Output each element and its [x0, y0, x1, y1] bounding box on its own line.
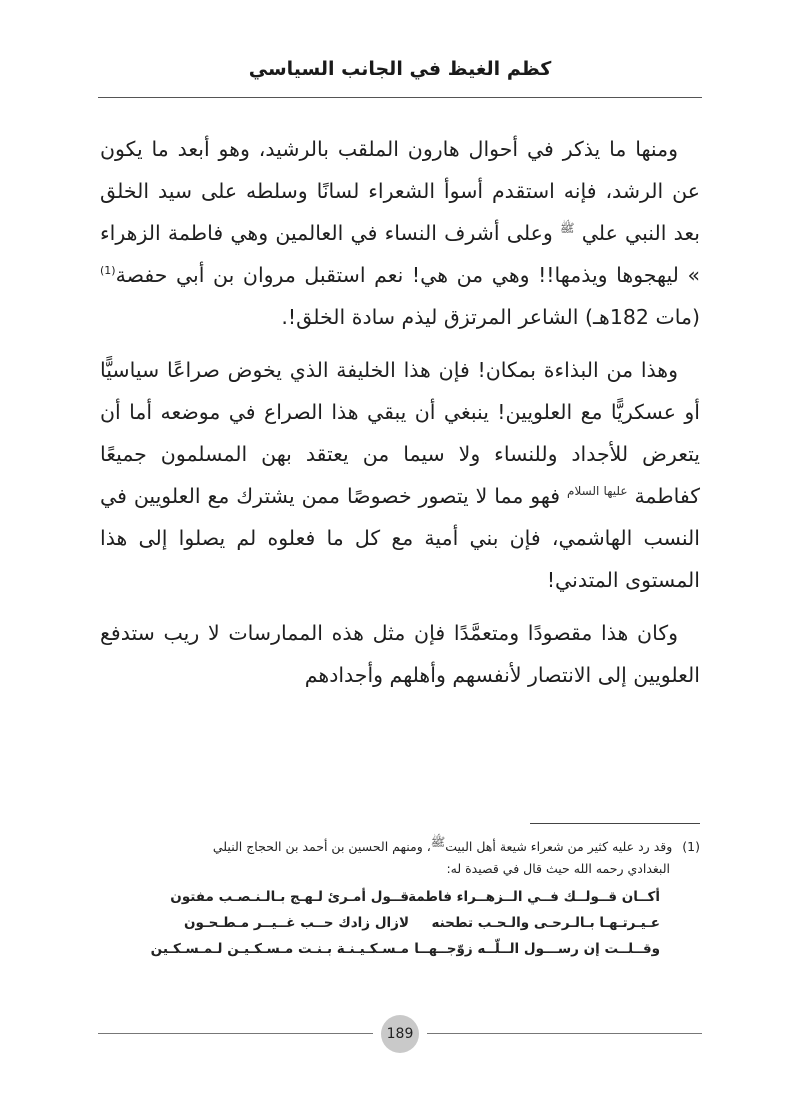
verse-row [100, 936, 660, 962]
honorific-glyph: عليها السلام [567, 484, 628, 499]
verse-second-hemistich: مـسـكـيـنـة بـنـت مـسـكـيـن لـمـسـكـين [150, 941, 409, 957]
verse-second-hemistich: قــول أمـرئ لـهـج بـالـنـصـب مفتون [170, 889, 409, 905]
verse-first-hemistich: عـيـرتـهـا بـالـرحـى والـحـب تطحنه [431, 915, 660, 931]
paragraph-1 [100, 128, 700, 338]
paragraph-1-part-b: وعلى أشرف النساء في العالمين وهي فاطمة الزهراء » ليهجوها ويذمها!! وهي من هي! نعم استقبل مروان بن أبي حفصة [100, 221, 700, 287]
paragraph-2 [100, 349, 700, 601]
paragraph-2-part-b: فهو مما لا يتصور خصوصًا ممن يشترك مع العلويين في النسب الهاشمي، فإن بني أمية مع كل ما فعلوه لم يصلوا إلى هذا المستوى المتدني! [100, 484, 700, 592]
verse-second-hemistich: لازال زادك حــب غــيــر مـطـحـون [184, 915, 409, 931]
verse-row [100, 910, 660, 936]
footnote-divider [530, 823, 700, 824]
paragraph-2-part-a: وهذا من البذاءة بمكان! فإن هذا الخليفة الذي يخوض صراعًا سياسيًّا أو عسكريًّا مع العلويين! ينبغي أن يبقي هذا الصراع في موضعه أما أن يتعرض للأجداد وللنساء ولا سيما من يعتقد بهن المسلمون جميعًا كفاطمة [100, 358, 700, 508]
footer-divider-left [98, 1033, 373, 1034]
footnote-line-2: البغدادي رحمه الله حيث قال في قصيدة له: [446, 861, 670, 876]
page-number: 189 [386, 1026, 414, 1042]
paragraph-1-part-a: ومنها ما يذكر في أحوال هارون الملقب بالرشيد، وهو أبعد ما يكون عن الرشد، فإنه استقدم أسوأ الشعراء لسانًا وسلطه على سيد الخلق بعد النبي علي [100, 137, 700, 245]
page-header-title: كظم الغيظ في الجانب السياسي [248, 58, 552, 80]
footnote-line-1 [100, 836, 700, 858]
footnote-honorific-glyph: ﷺ [430, 834, 446, 849]
footer-divider-right [427, 1033, 702, 1034]
verse-first-hemistich: وقــلــت إن رســـول الــلّــه زوّجــهــا [414, 941, 660, 957]
paragraph-3: وكان هذا مقصودًا ومتعمَّدًا فإن مثل هذه الممارسات لا ريب ستدفع العلويين إلى الانتصار لأنفسهم وأهلهم وأجدادهم [100, 621, 700, 687]
footnote-number: (1) [682, 839, 700, 854]
main-text [100, 128, 700, 707]
header-divider [98, 97, 702, 98]
page-number-badge [381, 1015, 419, 1053]
verse-first-hemistich: أكــان قــولــك فــي الــزهــراء فاطمة [408, 889, 660, 905]
salawat-glyph: ﷺ [559, 221, 575, 236]
footnote-reference[interactable]: (1) [100, 264, 116, 278]
paragraph-1-part-c: (مات 182هـ) الشاعر المرتزق ليذم سادة الخلق!. [281, 305, 700, 329]
poem-verses [100, 884, 700, 962]
footnote-text-1-rest: ، ومنهم الحسين بن أحمد بن الحجاج النيلي [212, 839, 431, 854]
footnote-text-1: وقد رد عليه كثير من شعراء شيعة أهل البيت [445, 839, 673, 854]
verse-row [100, 884, 660, 910]
footnote [100, 836, 700, 962]
